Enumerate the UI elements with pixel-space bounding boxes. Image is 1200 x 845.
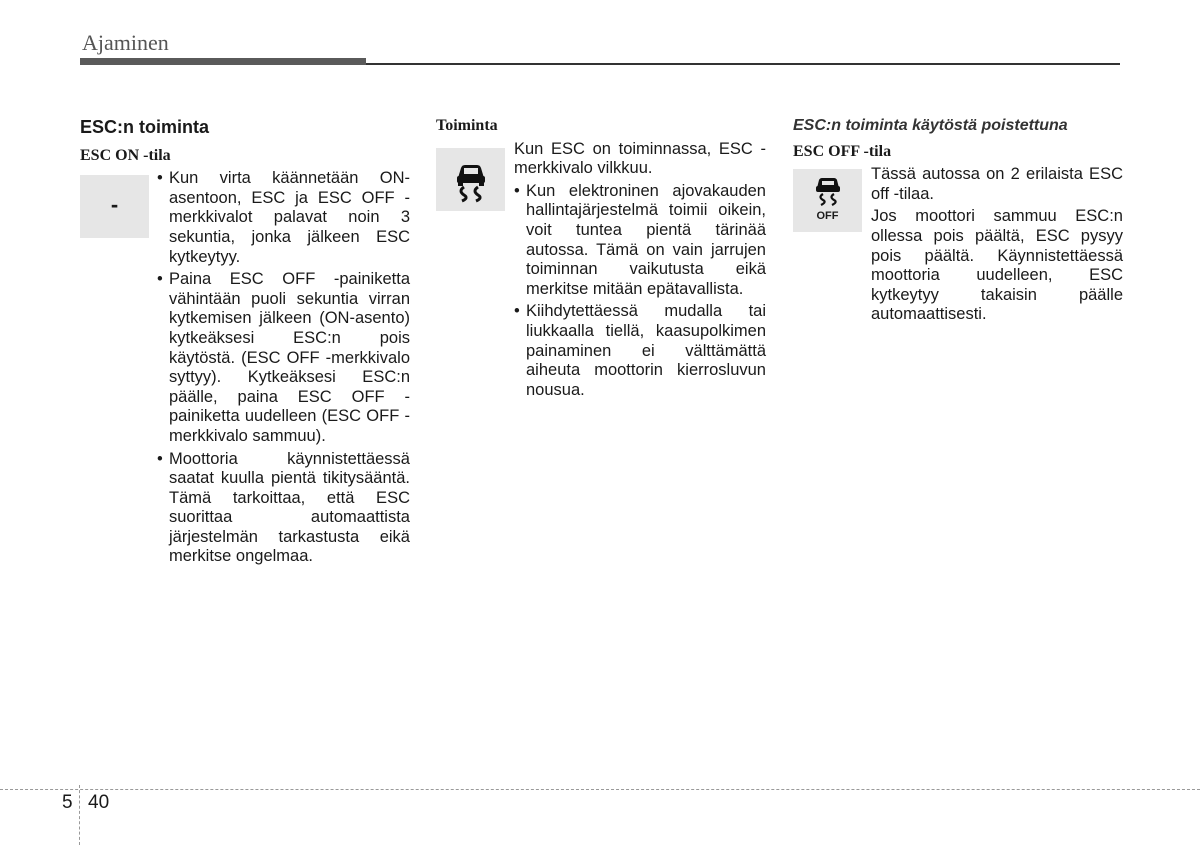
- dash-placeholder: -: [110, 191, 119, 217]
- header-rule: [366, 63, 1120, 65]
- icon-placeholder-box: [80, 175, 149, 238]
- section-heading-esc-off: ESC:n toiminta käytöstä poistettuna: [793, 117, 1068, 134]
- esc-skid-icon: [436, 148, 505, 211]
- subheading-toiminta: Toiminta: [436, 117, 498, 134]
- list-item: • Kun virta käännetään ON-asentoon, ESC ja ESC OFF -merkkivalot palavat noin 3 sekuntia, jonka jälkeen ESC kytkeytyy.: [157, 169, 410, 267]
- page-number-divider: [79, 785, 80, 845]
- paragraph: Tässä autossa on 2 erilaista ESC off -tilaa.: [871, 165, 1123, 203]
- esc-off-block: [793, 165, 1123, 325]
- list-item: • Moottoria käynnistettäessä saatat kuulla pientä tikitysääntä. Tämä tarkoittaa, että ESC suorittaa automaattista järjestelmän tarkastusta eikä merkitse ongelmaa.: [157, 450, 410, 568]
- header-rule-dark: [80, 58, 366, 65]
- list-item: • Paina ESC OFF -painiketta vähintään puoli sekuntia virran kytkemisen jälkeen (ON-asento) kytkeäksesi ESC:n pois käytöstä. (ESC OFF -merkkivalo syttyy). Kytkeäksesi ESC:n päälle, paina ESC OFF -painiketta uudelleen (ESC OFF -merkkivalo sammuu).: [157, 270, 410, 446]
- esc-off-icon: [793, 169, 862, 232]
- column-toiminta: [436, 116, 766, 403]
- section-number: 5: [62, 792, 73, 813]
- chapter-title: Ajaminen: [82, 30, 169, 55]
- paragraph: Jos moottori sammuu ESC:n ollessa pois päältä, ESC pysyy pois päältä. Käynnistettäessä moottoria uudelleen, ESC kytkeytyy takaisin päälle automaattisesti.: [871, 207, 1123, 324]
- column-esc-off: [793, 116, 1123, 328]
- esc-on-block: [80, 169, 410, 567]
- section-heading: ESC:n toiminta: [80, 117, 209, 137]
- subheading-esc-off: ESC OFF -tila: [793, 142, 892, 160]
- list-item: • Kiihdytettäessä mudalla tai liukkaalla tiellä, kaasupolkimen painaminen ei välttämättä aiheuta moottorin kierrosluvun nousua.: [514, 302, 766, 400]
- footer-rule: [0, 789, 1200, 790]
- subheading-esc-on: ESC ON -tila: [80, 146, 171, 164]
- toiminta-block: [436, 140, 766, 401]
- page-number: 40: [88, 792, 110, 813]
- column-esc-on: [80, 116, 410, 570]
- intro-text: Kun ESC on toiminnassa, ESC -merkkivalo vilkkuu.: [514, 139, 766, 178]
- off-label: OFF: [816, 210, 839, 223]
- list-item: • Kun elektroninen ajovakauden hallintajärjestelmä toimii oikein, voit tuntea pientä tärinää autossa. Tämä on vain jarrujen toiminnan vaikutusta eikä merkitse mitään epätavallista.: [514, 182, 766, 300]
